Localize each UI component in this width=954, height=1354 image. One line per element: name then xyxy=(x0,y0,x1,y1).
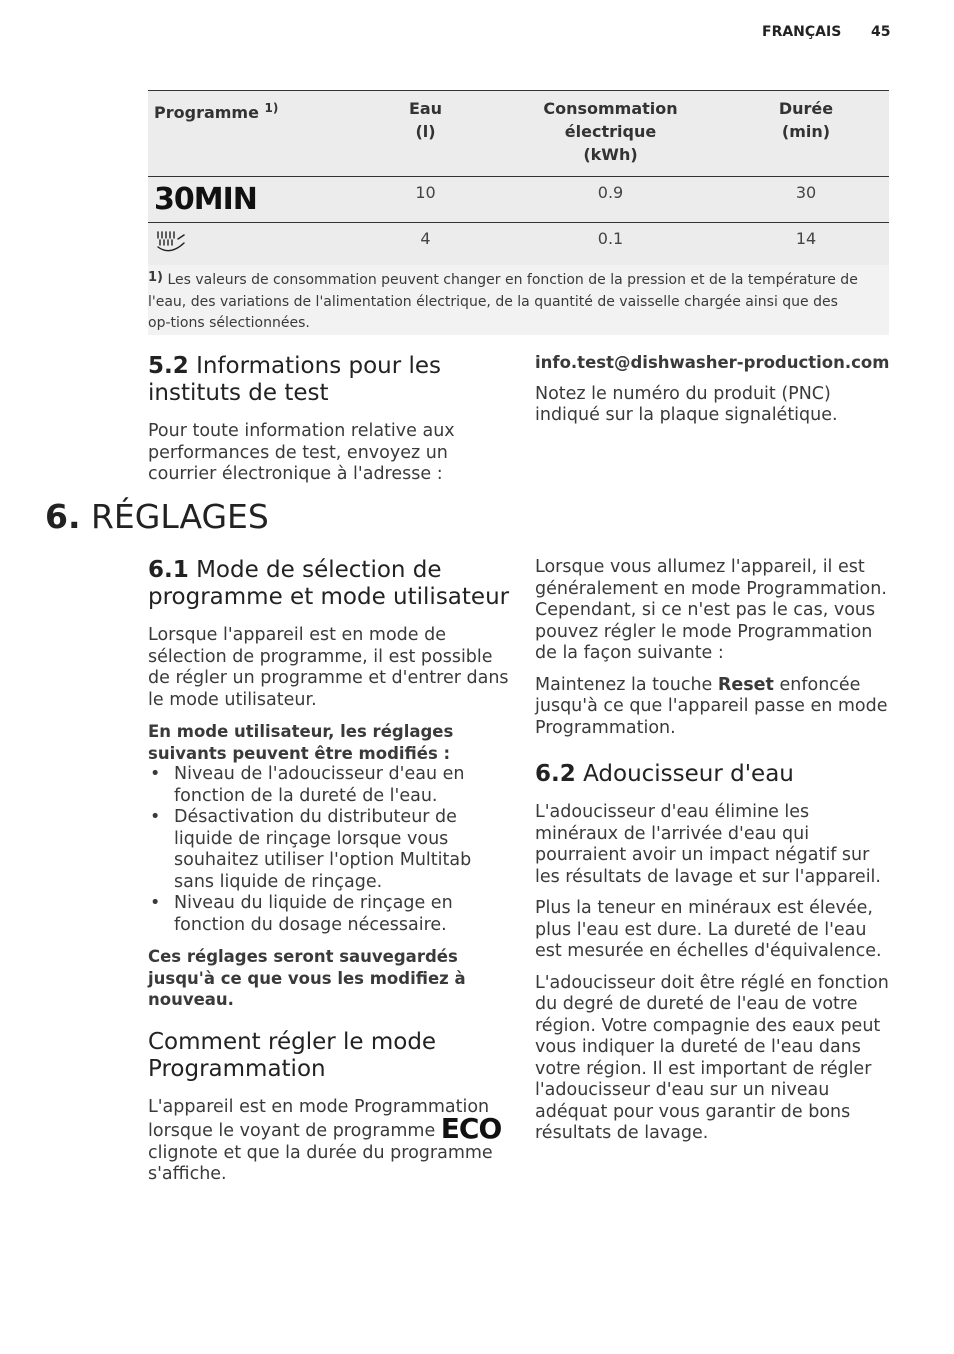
footnote-number: 1) xyxy=(148,270,163,285)
list-item: • Niveau de l'adoucisseur d'eau en fonction de la dureté de l'eau. xyxy=(174,764,510,807)
chapter-title: 6. RÉGLAGES xyxy=(45,497,269,536)
section-6-2-para: L'adoucisseur d'eau élimine les minéraux de l'arrivée d'eau qui pourraient avoir un impact négatif sur les résultats de lavage et sur l'appareil. xyxy=(535,802,881,887)
col-header-programme-label: Programme xyxy=(154,103,259,122)
programmation-text: L'appareil est en mode Programmation lorsque le voyant de programme ECO clignote et que la durée du programme s'affiche. xyxy=(148,1096,502,1184)
footnote-text: Les valeurs de consommation peuvent changer en fonction de la pression et de la température de l'eau, des variations de l'alimentation électrique, de la quantité de vaisselle chargée ainsi que des op-tions sélectionnées. xyxy=(148,272,858,331)
section-6-1-bold-lead: En mode utilisateur, les réglages suivants peuvent être modifiés : xyxy=(148,722,454,763)
rinse-spray-icon xyxy=(154,229,188,257)
table-row xyxy=(148,177,889,223)
test-email-address: info.test@dishwasher-production.com xyxy=(535,353,890,372)
programmation-subtitle: Comment régler le mode Programmation xyxy=(148,1028,437,1082)
page-number: 45 xyxy=(871,24,891,40)
section-6-1-bold-note: Ces réglages seront sauvegardés jusqu'à ce que vous les modifiez à nouveau. xyxy=(148,947,466,1009)
section-6-1-intro: Lorsque l'appareil est en mode de sélection de programme, il est possible de régler un programme et d'entrer dans le mode utilisateur. xyxy=(148,625,509,710)
footnote-mark: 1) xyxy=(264,101,279,115)
program-cell xyxy=(148,223,353,269)
section-6-2-para: L'adoucisseur doit être réglé en fonction du degré de dureté de l'eau de votre région. Votre compagnie des eaux peut vous indiquer la dureté de l'eau dans votre région. Il est important de régler l'adoucisseur d'eau sur un niveau adéquat pour vous garantir de bons résultats de lavage. xyxy=(535,972,889,1143)
section-5-2-right xyxy=(535,352,895,437)
settings-list xyxy=(148,764,510,936)
program-table xyxy=(148,90,889,269)
section-5-2-body: Pour toute information relative aux performances de test, envoyez un courrier électronique à l'adresse : xyxy=(148,421,455,484)
col-header-energy: Consommation électrique (kWh) xyxy=(498,91,723,177)
right-para-2: Maintenez la touche Reset enfoncée jusqu'à ce que l'appareil passe en mode Programmation. xyxy=(535,674,888,738)
list-item: • Niveau du liquide de rinçage en fonction du dosage nécessaire. xyxy=(174,893,510,936)
energy-cell: 0.1 xyxy=(498,223,723,269)
section-5-2 xyxy=(148,353,508,496)
pnc-note: Notez le numéro du produit (PNC) indiqué sur la plaque signalétique. xyxy=(535,383,838,425)
duration-cell: 14 xyxy=(723,223,889,269)
table-header-row xyxy=(148,91,889,177)
col-header-programme xyxy=(148,91,353,177)
eco-indicator-label: ECO xyxy=(440,1112,502,1145)
table-footnote xyxy=(148,265,889,335)
header-language: FRANÇAIS xyxy=(762,24,842,40)
section-6-1-title: 6.1 Mode de sélection de programme et mode utilisateur xyxy=(148,557,510,610)
program-30min-label: 30MIN xyxy=(154,182,257,217)
right-para-1: Lorsque vous allumez l'appareil, il est généralement en mode Programmation. Cependant, si ce n'est pas le cas, vous pouvez régler le mode Programmation de la façon suivante : xyxy=(535,557,887,663)
section-6-2-para: Plus la teneur en minéraux est élevée, plus l'eau est dure. La dureté de l'eau est mesurée en échelles d'équivalence. xyxy=(535,898,882,961)
water-cell: 4 xyxy=(353,223,498,269)
col-header-duration: Durée (min) xyxy=(723,91,889,177)
duration-cell: 30 xyxy=(723,177,889,223)
right-column xyxy=(535,557,895,1155)
table-row xyxy=(148,223,889,269)
col-header-water: Eau (l) xyxy=(353,91,498,177)
reset-key-label: Reset xyxy=(717,674,774,695)
section-6-2-title: 6.2 Adoucisseur d'eau xyxy=(535,761,794,787)
program-cell xyxy=(148,177,353,223)
water-cell: 10 xyxy=(353,177,498,223)
section-6-1 xyxy=(148,557,510,1196)
section-5-2-title: 5.2 Informations pour les instituts de test xyxy=(148,353,442,406)
energy-cell: 0.9 xyxy=(498,177,723,223)
list-item: • Désactivation du distributeur de liquide de rinçage lorsque vous souhaitez utiliser l'option Multitab sans liquide de rinçage. xyxy=(174,807,510,893)
